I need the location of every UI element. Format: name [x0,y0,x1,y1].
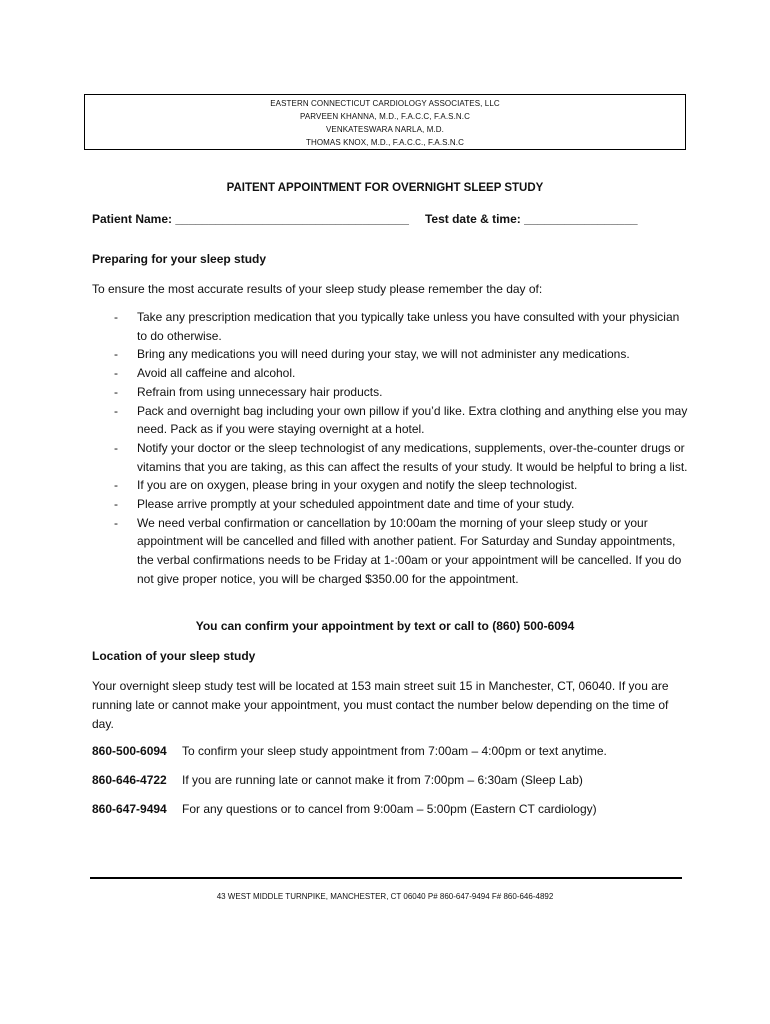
footer-divider [90,877,682,879]
contact-row [92,773,583,787]
physician-name: THOMAS KNOX, M.D., F.A.C.C., F.A.S.N.C [305,138,465,147]
phone-number: 860-500-6094 [92,744,167,758]
list-item: - Notify your doctor or the sleep technologist of any medications, supplements, over-the-counter drugs or vitamins that you are taking, as this can affect the results of your study. It would be helpful to bring a list. [114,440,688,474]
letterhead-box [84,94,686,150]
document-title: PAITENT APPOINTMENT FOR OVERNIGHT SLEEP STUDY [226,182,544,194]
list-item: - Take any prescription medication that you typically take unless you have consulted with your physician to do otherwise. [114,310,680,343]
preparing-heading: Preparing for your sleep study [92,252,267,266]
preparation-list [92,308,692,589]
patient-info-row [92,212,638,226]
list-item: - If you are on oxygen, please bring in your oxygen and notify the sleep technologist. [114,478,578,493]
contact-row [92,744,607,758]
practice-name: EASTERN CONNECTICUT CARDIOLOGY ASSOCIATES, LLC [270,99,500,108]
phone-number: 860-647-9494 [92,802,167,816]
list-item: - Bring any medications you will need during your stay, we will not administer any medications. [114,347,630,362]
list-item: - We need verbal confirmation or cancellation by 10:00am the morning of your sleep study or your appointment will be cancelled and filled with another patient. For Saturday and Sunday appointments, the verbal confirmations needs to be Friday at 1-:00am or your appointment will be cancelled. If you do not give proper notice, you will be charged $350.00 for the appointment. [114,515,682,586]
phone-number: 860-646-4722 [92,773,167,787]
list-item: - Pack and overnight bag including your own pillow if you’d like. Extra clothing and anything else you may need. Pack as if you were staying overnight at a hotel. [114,403,688,437]
patient-name-field: Patient Name: ___________________________________ [92,212,409,226]
contact-row [92,802,597,816]
physician-name: PARVEEN KHANNA, M.D., F.A.C.C, F.A.S.N.C [300,112,470,121]
footer-address: 43 WEST MIDDLE TURNPIKE, MANCHESTER, CT 06040 P# 860-647-9494 F# 860-646-4892 [216,892,554,901]
confirm-appointment-line: You can confirm your appointment by text or call to (860) 500-6094 [195,619,575,633]
location-heading: Location of your sleep study [92,649,256,663]
list-item: - Avoid all caffeine and alcohol. [114,366,296,381]
list-item: - Refrain from using unnecessary hair products. [114,384,383,399]
preparing-intro: To ensure the most accurate results of your sleep study please remember the day of: [92,282,543,296]
contact-description: If you are running late or cannot make it from 7:00pm – 6:30am (Sleep Lab) [182,773,583,787]
list-item: - Please arrive promptly at your scheduled appointment date and time of your study. [114,497,575,512]
location-text: Your overnight sleep study test will be located at 153 main street suit 15 in Manchester, CT, 06040. If you are running late or cannot make your appointment, you must contact the number below depending on the time of day. [92,679,669,731]
test-date-field: Test date & time: _________________ [424,212,638,226]
contact-description: For any questions or to cancel from 9:00am – 5:00pm (Eastern CT cardiology) [182,802,597,816]
physician-name: VENKATESWARA NARLA, M.D. [326,125,444,134]
contact-description: To confirm your sleep study appointment from 7:00am – 4:00pm or text anytime. [182,744,607,758]
